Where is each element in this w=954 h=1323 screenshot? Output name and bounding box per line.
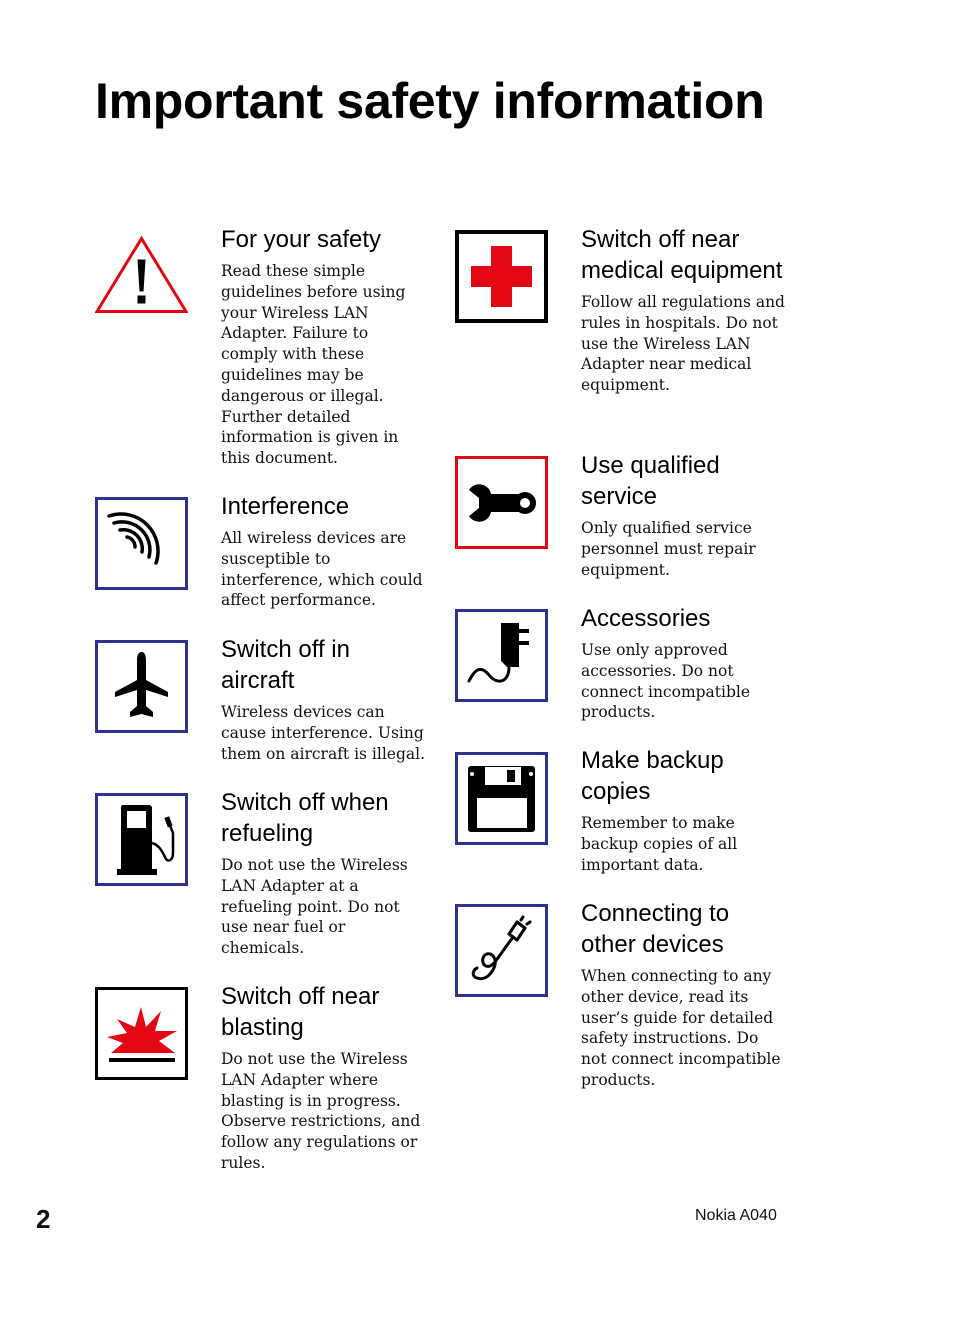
section-heading: Switch off in aircraft	[221, 636, 350, 694]
section-body: Read these simple guidelines before using your Wireless LAN Adapter. Failure to comply with these guidelines may be dangerous or illegal. Further detailed information is given in this document.	[221, 262, 406, 468]
section-body: Use only approved accessories. Do not connect incompatible products.	[581, 641, 751, 722]
charger-plug-icon	[455, 609, 548, 702]
section-heading: Switch off when refueling	[221, 789, 389, 847]
section-body: Wireless devices can cause interference. Using them on aircraft is illegal.	[221, 703, 426, 763]
medical-cross-icon	[455, 230, 548, 323]
section-body: Do not use the Wireless LAN Adapter at a refueling point. Do not use near fuel or chemicals.	[221, 856, 408, 958]
section-heading: Switch off near medical equipment	[581, 226, 783, 284]
interference-waves-icon	[95, 497, 188, 590]
section-for-your-safety	[221, 224, 426, 469]
section-body: Do not use the Wireless LAN Adapter where blasting is in progress. Observe restrictions, and follow any regulations or rules.	[221, 1050, 421, 1172]
section-heading: Make backup copies	[581, 747, 724, 805]
explosion-icon	[95, 987, 188, 1080]
section-heading: Interference	[221, 493, 350, 520]
section-interference	[221, 491, 426, 611]
section-body: Remember to make backup copies of all important data.	[581, 814, 738, 874]
section-body: Follow all regulations and rules in hospitals. Do not use the Wireless LAN Adapter near medical equipment.	[581, 293, 785, 395]
section-body: When connecting to any other device, read its user’s guide for detailed safety instructions. Do not connect incompatible products.	[581, 967, 781, 1089]
warning-triangle-icon	[95, 229, 188, 322]
section-blasting	[221, 981, 426, 1174]
section-heading: Use qualified service	[581, 452, 720, 510]
section-heading: Switch off near blasting	[221, 983, 380, 1041]
footer-product-name: Nokia A040	[695, 1207, 777, 1224]
section-body: Only qualified service personnel must repair equipment.	[581, 519, 756, 579]
section-service	[581, 450, 786, 580]
section-backup	[581, 745, 786, 875]
section-aircraft	[221, 634, 426, 764]
section-medical	[581, 224, 786, 396]
section-heading: Connecting to other devices	[581, 900, 730, 958]
wrench-icon	[455, 456, 548, 549]
section-heading: For your safety	[221, 226, 382, 253]
section-connecting	[581, 898, 786, 1091]
fuel-pump-icon	[95, 793, 188, 886]
page-number: 2	[36, 1204, 51, 1234]
cable-connector-icon	[455, 904, 548, 997]
section-body: All wireless devices are susceptible to interference, which could affect performance.	[221, 529, 423, 610]
section-heading: Accessories	[581, 605, 711, 632]
airplane-icon	[95, 640, 188, 733]
section-accessories	[581, 603, 786, 723]
section-refueling	[221, 787, 426, 959]
floppy-disk-icon	[455, 752, 548, 845]
page-title: Important safety information	[95, 73, 765, 129]
